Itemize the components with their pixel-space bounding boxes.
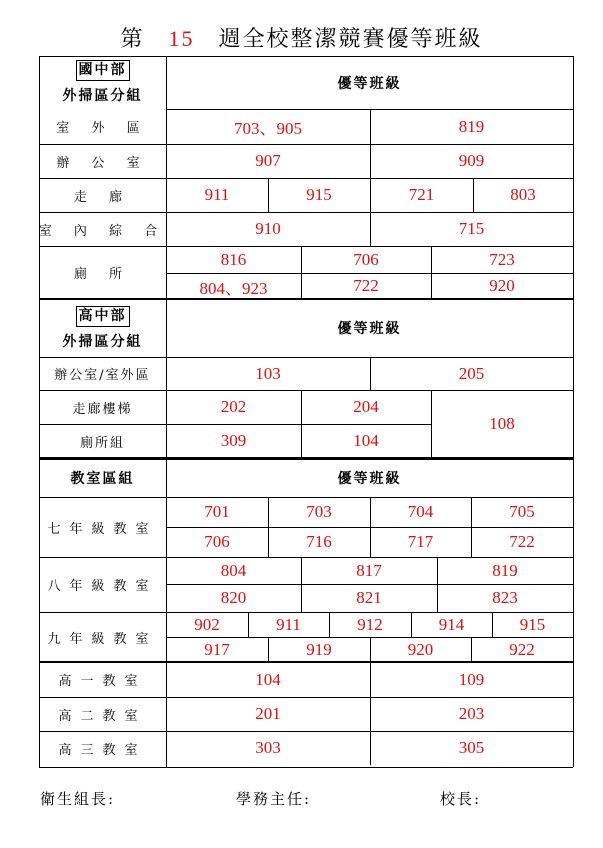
class-number: 204 xyxy=(353,397,379,416)
class-number: 816 xyxy=(220,249,247,269)
classroom-group-heading: 教室區組 xyxy=(70,470,135,487)
class-number: 706 xyxy=(353,249,379,269)
row-label: 辦公室/室外區 xyxy=(54,368,151,383)
class-number: 715 xyxy=(458,219,485,238)
class-number: 202 xyxy=(220,397,247,416)
health-chief-signature: 衛生組長: xyxy=(40,790,116,808)
class-number: 704 xyxy=(407,502,434,521)
division-subtitle: 外掃區分組 xyxy=(62,333,143,350)
class-number: 703、905 xyxy=(234,119,302,138)
title-prefix: 第 xyxy=(120,27,145,52)
class-number: 910 xyxy=(255,219,281,238)
class-number: 922 xyxy=(509,639,535,659)
class-number: 919 xyxy=(306,639,332,659)
table-rule xyxy=(573,56,574,767)
class-number: 706 xyxy=(204,532,230,551)
row-label: 高一教室 xyxy=(58,674,147,689)
class-number: 820 xyxy=(220,588,247,607)
class-number: 819 xyxy=(492,560,518,580)
class-number: 804 xyxy=(220,560,247,580)
principal-signature: 校長: xyxy=(440,790,482,808)
row-label: 廁所組 xyxy=(79,435,125,451)
class-number: 705 xyxy=(509,502,535,521)
row-label: 七年級教室 xyxy=(47,521,158,537)
class-number: 109 xyxy=(458,669,485,689)
classroom-excellent-header: 優等班級 xyxy=(337,470,402,487)
class-number: 911 xyxy=(204,185,230,204)
class-number: 201 xyxy=(255,704,281,723)
class-number: 819 xyxy=(458,116,485,136)
week-number: 15 xyxy=(168,26,195,51)
senior-division-heading xyxy=(39,299,166,357)
title-suffix: 週全校整潔競賽優等班級 xyxy=(218,27,483,52)
class-number: 915 xyxy=(306,185,332,204)
junior-excellent-header: 優等班級 xyxy=(337,75,402,92)
class-number: 803 xyxy=(510,185,536,204)
class-number: 909 xyxy=(458,151,485,170)
class-number: 907 xyxy=(255,151,281,170)
class-number: 817 xyxy=(356,560,382,580)
row-label: 高二教室 xyxy=(58,708,147,724)
class-number: 104 xyxy=(255,669,281,689)
class-number: 902 xyxy=(194,614,220,634)
row-label: 高三教室 xyxy=(58,742,147,758)
junior-division-heading xyxy=(39,56,166,109)
class-number: 912 xyxy=(357,614,383,634)
class-number: 915 xyxy=(519,614,546,634)
academic-director-signature: 學務主任: xyxy=(236,790,312,808)
class-number: 722 xyxy=(509,532,535,551)
class-number: 911 xyxy=(276,614,301,634)
class-number: 701 xyxy=(204,502,230,521)
class-number: 716 xyxy=(306,532,332,551)
class-number: 205 xyxy=(458,363,485,383)
class-number: 303 xyxy=(255,738,281,757)
row-label: 走廊樓梯 xyxy=(72,401,133,417)
senior-excellent-header: 優等班級 xyxy=(337,321,402,337)
class-number: 722 xyxy=(353,276,379,295)
row-label: 九年級教室 xyxy=(47,631,158,647)
class-number: 917 xyxy=(204,639,230,659)
results-table xyxy=(39,56,573,767)
class-number: 305 xyxy=(458,738,485,757)
class-number: 821 xyxy=(356,588,382,607)
class-number: 723 xyxy=(489,249,515,269)
class-number: 703 xyxy=(306,502,332,521)
division-subtitle: 外掃區分組 xyxy=(62,88,143,104)
row-label: 室 外 區 xyxy=(56,121,149,136)
class-number: 717 xyxy=(407,532,434,551)
row-label: 辦 公 室 xyxy=(56,155,149,171)
class-number: 309 xyxy=(220,431,247,450)
class-number: 914 xyxy=(438,614,465,634)
page-title xyxy=(0,22,603,53)
class-number: 721 xyxy=(408,185,435,204)
class-number: 823 xyxy=(492,588,518,607)
division-tag: 國中部 xyxy=(76,60,130,81)
class-number: 920 xyxy=(489,276,515,295)
row-label: 走 廊 xyxy=(73,189,132,205)
class-number: 804、923 xyxy=(199,278,268,298)
class-number: 103 xyxy=(255,363,281,383)
class-number: 104 xyxy=(353,431,379,450)
class-number: 108 xyxy=(489,414,515,433)
table-rule xyxy=(39,767,573,768)
class-number: 203 xyxy=(458,704,485,723)
class-number: 920 xyxy=(407,639,434,659)
row-label: 廁 所 xyxy=(73,267,132,282)
row-label: 八年級教室 xyxy=(47,579,158,594)
division-tag: 高中部 xyxy=(76,306,130,327)
row-label: 室 內 綜 合 xyxy=(38,223,167,239)
